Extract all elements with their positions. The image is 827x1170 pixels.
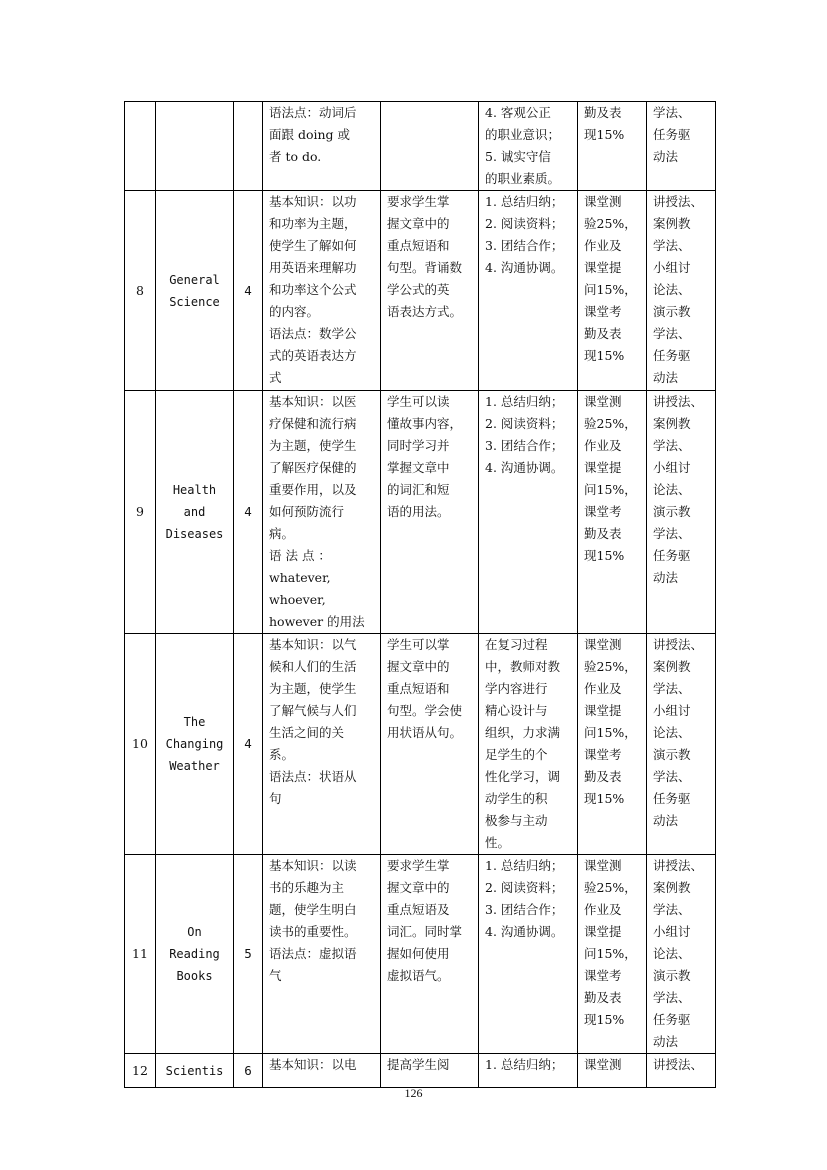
content-cell: 基本知识：以医 疗保健和流行病 为主题，使学生 了解医疗保健的 重要作用，以及 如何预防流行 病。 语 法 点 ： whatever, whoever, however 的用法 <box>263 391 381 634</box>
ideology-cell: 1. 总结归纳； <box>479 1054 578 1088</box>
methods-cell: 讲授法、 案例教 学法、 小组讨 论法、 演示教 学法、 任务驱 动法 <box>647 634 716 855</box>
ideology-cell: 1. 总结归纳； 2. 阅读资料； 3. 团结合作； 4. 沟通协调。 <box>479 391 578 634</box>
unit-hours: 6 <box>234 1054 263 1088</box>
assessment-cell: 课堂测 验25%， 作业及 课堂提 问15%， 课堂考 勤及表 现15% <box>578 855 647 1054</box>
goals-cell: 学生可以读 懂故事内容， 同时学习并 掌握文章中 的词汇和短 语的用法。 <box>381 391 479 634</box>
unit-title: General Science <box>156 191 234 391</box>
course-table <box>124 101 716 1088</box>
assessment-cell: 勤及表 现15% <box>578 102 647 191</box>
unit-number: 9 <box>125 391 156 634</box>
unit-number: 11 <box>125 855 156 1054</box>
unit-hours: 4 <box>234 634 263 855</box>
content-cell: 语法点：动词后 面跟 doing 或 者 to do. <box>263 102 381 191</box>
ideology-cell: 1. 总结归纳； 2. 阅读资料； 3. 团结合作； 4. 沟通协调。 <box>479 855 578 1054</box>
assessment-cell: 课堂测 验25%， 作业及 课堂提 问15%， 课堂考 勤及表 现15% <box>578 634 647 855</box>
unit-title: On Reading Books <box>156 855 234 1054</box>
unit-title: The Changing Weather <box>156 634 234 855</box>
goals-cell: 要求学生掌 握文章中的 重点短语及 词汇。同时掌 握如何使用 虚拟语气。 <box>381 855 479 1054</box>
goals-cell: 提高学生阅 <box>381 1054 479 1088</box>
assessment-cell: 课堂测 <box>578 1054 647 1088</box>
content-cell: 基本知识：以气 候和人们的生活 为主题，使学生 了解气候与人们 生活之间的关 系。 语法点：状语从 句 <box>263 634 381 855</box>
table-row <box>125 634 716 855</box>
content-cell: 基本知识：以功 和功率为主题， 使学生了解如何 用英语来理解功 和功率这个公式 的内容。 语法点：数学公 式的英语表达方 式 <box>263 191 381 391</box>
ideology-cell: 在复习过程 中，教师对教 学内容进行 精心设计与 组织，力求满 足学生的个 性化学习，调 动学生的积 极参与主动 性。 <box>479 634 578 855</box>
unit-title: Scientis <box>156 1054 234 1088</box>
ideology-cell: 1. 总结归纳； 2. 阅读资料； 3. 团结合作； 4. 沟通协调。 <box>479 191 578 391</box>
methods-cell: 讲授法、 <box>647 1054 716 1088</box>
assessment-cell: 课堂测 验25%， 作业及 课堂提 问15%， 课堂考 勤及表 现15% <box>578 191 647 391</box>
unit-title: Health and Diseases <box>156 391 234 634</box>
methods-cell: 讲授法、 案例教 学法、 小组讨 论法、 演示教 学法、 任务驱 动法 <box>647 191 716 391</box>
goals-cell: 要求学生掌 握文章中的 重点短语和 句型。背诵数 学公式的英 语表达方式。 <box>381 191 479 391</box>
assessment-cell: 课堂测 验25%， 作业及 课堂提 问15%， 课堂考 勤及表 现15% <box>578 391 647 634</box>
methods-cell: 学法、 任务驱 动法 <box>647 102 716 191</box>
table-row <box>125 391 716 634</box>
unit-hours <box>234 102 263 191</box>
unit-hours: 5 <box>234 855 263 1054</box>
table-row <box>125 191 716 391</box>
goals-cell: 学生可以掌 握文章中的 重点短语和 句型。学会使 用状语从句。 <box>381 634 479 855</box>
page-number: 126 <box>404 1086 423 1100</box>
unit-number <box>125 102 156 191</box>
ideology-cell: 4. 客观公正 的职业意识； 5. 诚实守信 的职业素质。 <box>479 102 578 191</box>
unit-number: 8 <box>125 191 156 391</box>
methods-cell: 讲授法、 案例教 学法、 小组讨 论法、 演示教 学法、 任务驱 动法 <box>647 391 716 634</box>
unit-title <box>156 102 234 191</box>
table-row <box>125 1054 716 1088</box>
goals-cell <box>381 102 479 191</box>
unit-number: 12 <box>125 1054 156 1088</box>
table-row <box>125 102 716 191</box>
methods-cell: 讲授法、 案例教 学法、 小组讨 论法、 演示教 学法、 任务驱 动法 <box>647 855 716 1054</box>
content-cell: 基本知识：以电 <box>263 1054 381 1088</box>
unit-hours: 4 <box>234 191 263 391</box>
unit-hours: 4 <box>234 391 263 634</box>
table-row <box>125 855 716 1054</box>
unit-number: 10 <box>125 634 156 855</box>
content-cell: 基本知识：以读 书的乐趣为主 题，使学生明白 读书的重要性。 语法点：虚拟语 气 <box>263 855 381 1054</box>
